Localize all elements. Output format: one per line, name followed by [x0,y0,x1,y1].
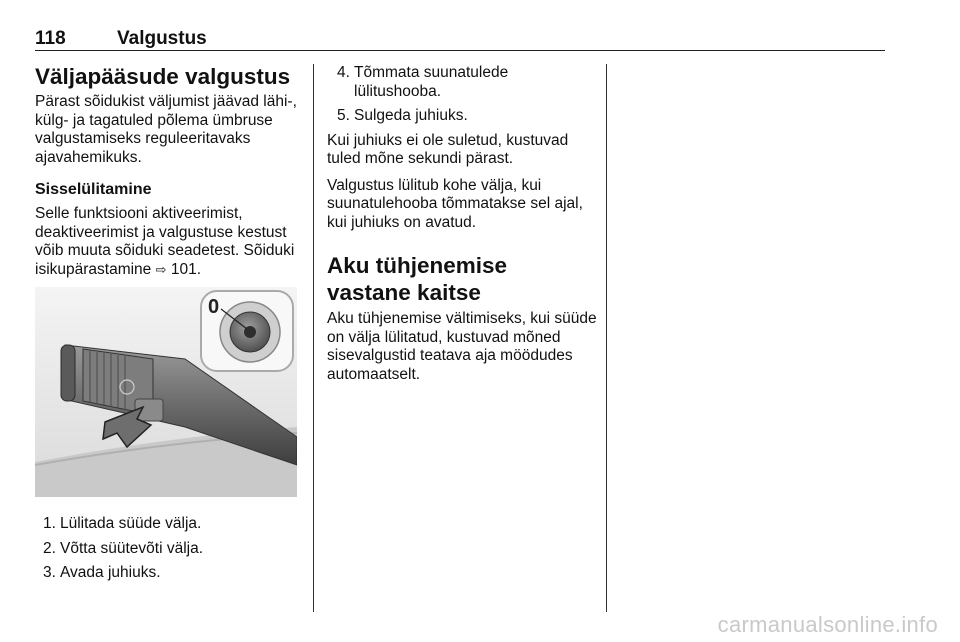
step-text: Võtta süütevõti välja. [60,539,204,557]
left-column [35,64,300,589]
turn-signal-lever-illustration [35,287,297,497]
step-number: 1. [43,515,56,532]
steps-list-continued [327,64,597,126]
page-reference[interactable]: 101. [170,260,202,278]
paragraph: Valgustus lülitub kohe välja, kui suunatulehooba tõmmatakse sel ajal, kui juhiuks on avatud. [327,176,583,231]
list-item [35,515,300,534]
list-item [35,564,300,583]
right-column [327,64,597,392]
intro-paragraph: Pärast sõidukist väljumist jäävad lähi-, külg- ja tagatuled põlema ümbruse valgustamiseks reguleeritavaks ajavahemikuks. [35,93,297,166]
step-number: 3. [43,564,56,581]
paragraph: Kui juhiuks ei ole suletud, kustuvad tuled mõne sekundi pärast. [327,131,569,167]
watermark: carmanualsonline.info [717,612,938,637]
figure-callout-label: 0 [208,296,220,318]
step-text: Avada juhiuks. [60,564,161,581]
activation-paragraph [35,205,300,279]
step-number: 4. [337,64,350,81]
step-number: 5. [337,107,350,124]
section-heading: Väljapääsude valgustus [35,64,291,89]
paragraph: Aku tühjenemise vältimiseks, kui süüde on välja lülitatud, kustuvad mõned sisevalgustid teatava aja möödudes automaatselt. [327,310,597,383]
page-reference-arrow-icon[interactable]: ⇨ [155,261,167,277]
column-divider [606,64,607,612]
section-heading: Aku tühjenemise vastane kaitse [327,253,508,305]
page-number: 118 [35,28,66,49]
step-text: Lülitada süüde välja. [60,515,202,532]
subheading: Sisselülitamine [35,181,152,198]
step-number: 2. [43,539,56,557]
steps-list [35,515,300,583]
step-text: Tõmmata suunatulede lülitushooba. [354,64,509,100]
column-divider [313,64,314,612]
activation-text: Selle funktsiooni aktiveerimist, deaktiveerimist ja valgustuse kestust võib muuta sõiduki seadetest. Sõiduki isikupärastamine [35,205,295,278]
page-header [35,28,885,51]
list-item [327,64,597,101]
step-text: Sulgeda juhiuks. [354,107,468,124]
list-item [35,540,300,559]
running-title: Valgustus [117,28,207,49]
list-item [327,107,597,126]
